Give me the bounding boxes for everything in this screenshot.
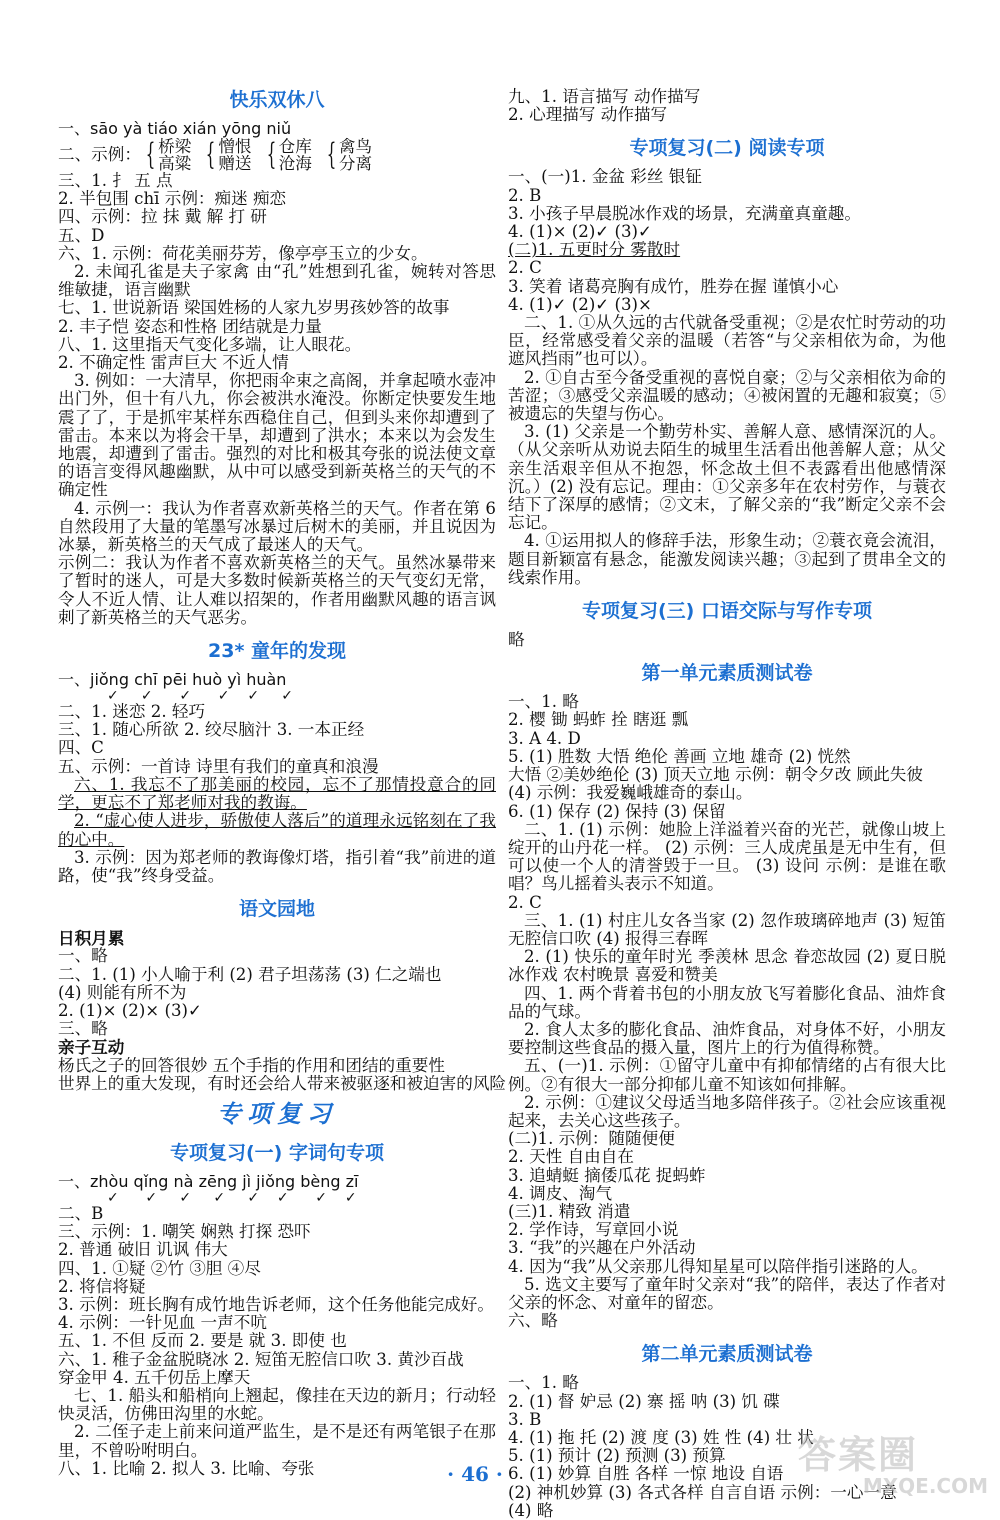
page-number: · 46 · bbox=[447, 1462, 503, 1486]
answer-line: 2. 学作诗，写章回小说 bbox=[508, 1220, 679, 1240]
answer-line: 八、1. 比喻 2. 拟人 3. 比喻、夸张 bbox=[58, 1458, 315, 1478]
word-pair bbox=[201, 138, 251, 172]
answer-paragraph: 2. ①自古至今备受重视的喜悦自豪；②与父亲相依为命的苦涩；③感受父亲温暖的感动；④被闲置的无趣和寂寞；⑤被遗忘的失望与伤心。 bbox=[508, 367, 946, 424]
answer-paragraph: 二、1. ①从久远的古代就备受重视；②是农忙时劳动的功臣，经常感受着父亲的温暖（若答“与父亲相依为命，为他遮风挡雨”也可以）。 bbox=[508, 313, 946, 369]
answer-line: 2. 不确定性 雷声巨大 不近人情 bbox=[58, 353, 289, 373]
answer-line: 一、1. 略 bbox=[508, 1373, 579, 1393]
answer-line: 3. B bbox=[508, 1409, 542, 1429]
word: 高粱 bbox=[158, 154, 192, 173]
word: 赠送 bbox=[218, 154, 252, 173]
answer-paragraph: 2. 未闻孔雀是夫子家禽 由“孔”姓想到孔雀，婉转对答思维敏捷，语言幽默 bbox=[58, 262, 496, 300]
answer-line: (4) 略 bbox=[508, 1500, 554, 1520]
answer-label: 二、示例： bbox=[58, 144, 141, 164]
left-column bbox=[58, 76, 507, 1478]
answer-line: 三、略 bbox=[58, 1019, 108, 1039]
answer-line: 4. 示例：一针见血 一声不吭 bbox=[58, 1313, 267, 1333]
answer-line: 世界上的重大发现，有时还会给人带来被驱逐和被迫害的风险 bbox=[58, 1073, 507, 1093]
answer-line: 2. (1)× (2)× (3)✓ bbox=[58, 1000, 202, 1020]
answer-line: 杨氏之子的回答很妙 五个手指的作用和团结的重要性 bbox=[58, 1055, 445, 1075]
section-heading: 专项复习(一) 字词句专项 bbox=[170, 1141, 384, 1164]
answer-paragraph: 七、1. 船头和船梢向上翘起，像挂在天边的新月；行动轻快灵活，仿佛田沟里的水蛇。 bbox=[58, 1385, 496, 1424]
answer-paragraph: 4. ①运用拟人的修辞手法，形象生动；②蓑衣竟会流泪，题目新颖富有悬念，能激发阅读兴趣；③起到了贯串全文的线索作用。 bbox=[508, 531, 946, 587]
answer-line: 2. B bbox=[508, 185, 542, 205]
answer-line: 四、C bbox=[58, 738, 104, 758]
watermark bbox=[798, 1435, 988, 1505]
answer-line-underlined: (二)1. 五更时分 雾散时 bbox=[508, 240, 681, 260]
answer-line: 3. 小孩子早晨脱冰作戏的场景，充满童真童趣。 bbox=[508, 203, 861, 223]
word: 憎恨 bbox=[218, 137, 252, 156]
answer-line: 六、1. 示例：荷花美丽芬芳，像亭亭玉立的少女。 bbox=[58, 243, 428, 263]
answer-line: 七、1. 世说新语 梁国姓杨的人家九岁男孩妙答的故事 bbox=[58, 298, 450, 318]
answer-line: 2. 樱 锄 蚂蚱 拴 瞎逛 瓢 bbox=[508, 710, 689, 730]
answer-line: 4. (1) 拖 托 (2) 渡 度 (3) 姓 性 (4) 壮 状 bbox=[508, 1428, 814, 1447]
word: 沧海 bbox=[278, 154, 312, 173]
answer-paragraph: 2. 二侄子走上前来问道严监生，是不是还有两笔银子在那里，不曾吩咐明白。 bbox=[58, 1422, 496, 1460]
answer-line: (二)1. 示例：随随便便 bbox=[508, 1129, 675, 1149]
answer-line: 3. “我”的兴趣在户外活动 bbox=[508, 1238, 696, 1258]
answer-paragraph: 3. 示例：因为郑老师的教诲像灯塔，指引着“我”前进的道路，使“我”终身受益。 bbox=[58, 847, 496, 885]
answer-line: 2. 将信将疑 bbox=[58, 1276, 146, 1296]
answer-line: 八、1. 这里指天气变化多端，让人眼花。 bbox=[58, 334, 362, 354]
subsection-heading: 日积月累 bbox=[58, 928, 125, 949]
answer-line: 6. (1) 妙算 自胜 各样 一惊 地设 自语 bbox=[508, 1464, 784, 1484]
word-pair bbox=[322, 138, 372, 172]
brace-icon: { bbox=[326, 137, 337, 172]
section-heading: 专项复习(三) 口语交际与写作专项 bbox=[582, 600, 872, 623]
section-banner: 专项复习 bbox=[217, 1098, 337, 1128]
answer-line: 4. 因为“我”从父亲那儿得知星星可以陪伴指引迷路的人。 bbox=[508, 1256, 928, 1276]
answer-line: 九、1. 语言描写 动作描写 bbox=[508, 87, 701, 106]
answer-line: 二、B bbox=[58, 1203, 104, 1223]
answer-line: 五、示例：一首诗 诗里有我们的童真和浪漫 bbox=[58, 756, 379, 776]
answer-line: 略 bbox=[508, 630, 525, 650]
answer-line: 四、1. ①疑 ②竹 ③胆 ④尽 bbox=[58, 1258, 261, 1278]
answer-line: (4) 示例：我爱巍峨雄奇的泰山。 bbox=[508, 783, 753, 803]
answer-line: 3. 追蜻蜓 摘倭瓜花 捉蚂蚱 bbox=[508, 1165, 706, 1185]
answer-paragraph: 三、1. (1) 村庄儿女各当家 (2) 忽作玻璃碎地声 (3) 短笛无腔信口吹 (4) 报得三春晖 bbox=[508, 910, 946, 948]
pinyin-line: 一、sāo yà tiáo xián yōng niǔ bbox=[58, 119, 292, 138]
brace-icon: { bbox=[145, 137, 156, 172]
answer-line: 2. 普通 破旧 讥讽 伟大 bbox=[58, 1240, 228, 1260]
section-heading: 语文园地 bbox=[238, 898, 315, 921]
answer-line: 大悟 ②美妙绝伦 (3) 顶天立地 示例：朝令夕改 顾此失彼 bbox=[508, 765, 923, 785]
answer-paragraph-underlined: 六、1. 我忘不了那美丽的校园，忘不了那情投意合的同学，更忘不了郑老师对我的教诲。 bbox=[58, 774, 496, 813]
answer-line: 3. 笑着 诸葛亮胸有成竹，胜券在握 谨慎小心 bbox=[508, 276, 839, 296]
pinyin-line: 一、jiǒng chī pēi huò yì huàn bbox=[58, 670, 287, 690]
right-column bbox=[508, 88, 946, 1520]
word-pair bbox=[141, 138, 191, 172]
section-heading: 第一单元素质测试卷 bbox=[641, 662, 813, 685]
answer-line: 二、1. 迷恋 2. 轻巧 bbox=[58, 702, 206, 722]
watermark-logo-text: 答案圈 bbox=[798, 1433, 919, 1477]
answer-line: 2. C bbox=[508, 892, 542, 912]
answer-line: 四、示例：拉 抹 戴 解 打 研 bbox=[58, 207, 267, 227]
answer-paragraph: 4. 示例一：我认为作者喜欢新英格兰的天气。作者在第 6 自然段用了大量的笔墨写冰暴过后树木的美丽，并且说因为冰暴，新英格兰的天气成了最迷人的天气。 bbox=[58, 498, 496, 555]
answer-paragraph: 2. (1) 快乐的童年时光 季羡林 思念 眷恋故园 (2) 夏日脱冰作戏 农村晚景 喜爱和赞美 bbox=[508, 947, 946, 985]
section-heading: 第二单元素质测试卷 bbox=[641, 1343, 813, 1366]
answer-paragraph: 四、1. 两个背着书包的小朋友放飞写着膨化食品、油炸食品的气球。 bbox=[508, 983, 946, 1021]
answer-line: 六、略 bbox=[508, 1311, 558, 1331]
check-marks: ✓ ✓ ✓ ✓ ✓ ✓ bbox=[58, 688, 294, 705]
answer-paragraph: 3. 例如：一大清早，你把雨伞束之高阁，并拿起喷水壶冲出门外，但十有八九，你会被洪水淹没。你断定快要发生地震了了，于是抓牢某样东西稳住自己，但到头来你却遭到了雷击。本来以为将会干旱，却遭到了洪水；本来以为会发生地震，却遭到了雷击。强烈的对比和极其夸张的说法使文章的语言变得风趣幽默，从中可以感受到新英格兰的天气的不确定性 bbox=[58, 371, 496, 500]
pinyin-line: 一、zhòu qǐng nà zēng jì jiǒng bèng zī bbox=[58, 1171, 359, 1191]
answer-line: 穿金甲 4. 五千仞岳上摩天 bbox=[58, 1367, 251, 1387]
answer-line: 3. 示例：班长胸有成竹地告诉老师，这个任务他能完成好。 bbox=[58, 1294, 494, 1314]
answer-line: 4. 调皮、淘气 bbox=[508, 1183, 613, 1203]
answer-paragraph: 2. 食人太多的膨化食品、油炸食品，对身体不好，小朋友要控制这些食品的摄入量，图片上的行为值得称赞。 bbox=[508, 1019, 946, 1058]
answer-line: 5. (1) 预计 (2) 预测 (3) 预算 bbox=[508, 1446, 726, 1466]
answer-paragraph-underlined: 2. “虚心使人进步，骄傲使人落后”的道理永远铭刻在了我的心中。 bbox=[58, 811, 496, 849]
answer-line: (三)1. 精致 消遣 bbox=[508, 1201, 631, 1221]
answer-line: 3. A 4. D bbox=[508, 728, 581, 748]
answer-paragraph: 3. (1) 父亲是一个勤劳朴实、善解人意、感情深沉的人。（从父亲听从劝说去陌生的城里生活看出他善解人意；从父亲生活艰辛但从不抱怨，怀念故土但不表露看出他感情深沉。）(2) 没有忘记。理由：①父亲多年在农村劳作，与蓑衣结下了深厚的感情；②文末，了解父亲的“我”断定父亲不会忘记。 bbox=[508, 422, 946, 533]
answer-line: 二、1. (1) 小人喻于利 (2) 君子坦荡荡 (3) 仁之端也 bbox=[58, 964, 442, 984]
watermark-url: MXQE.COM bbox=[862, 1474, 988, 1498]
answer-paragraph: 五、(一)1. 示例：①留守儿童中有抑郁情绪的占有很大比例。②有很大一部分抑郁儿童不知该如何排解。 bbox=[508, 1056, 946, 1094]
word: 禽鸟 bbox=[338, 137, 373, 156]
answer-line: (4) 则能有所不为 bbox=[58, 982, 187, 1002]
answer-bracket-group bbox=[58, 138, 496, 172]
word: 仓库 bbox=[278, 137, 312, 156]
answer-line: 三、示例：1. 嘲笑 娴熟 打探 恐吓 bbox=[58, 1222, 311, 1242]
answer-line: 五、D bbox=[58, 225, 105, 245]
word: 桥梁 bbox=[158, 137, 192, 156]
answer-line: 4. (1)× (2)✓ (3)✓ bbox=[508, 222, 652, 242]
answer-line: 五、1. 不但 反而 2. 要是 就 3. 即使 也 bbox=[58, 1331, 347, 1351]
answer-line: 2. 心理描写 动作描写 bbox=[508, 105, 668, 125]
answer-line: (2) 神机妙算 (3) 各式各样 自言自语 示例：一心一意 bbox=[508, 1482, 897, 1502]
word: 分离 bbox=[338, 154, 373, 173]
answer-line: 六、1. 稚子金盆脱晓冰 2. 短笛无腔信口吹 3. 黄沙百战 bbox=[58, 1349, 464, 1369]
answer-line: 4. (1)✓ (2)✓ (3)× bbox=[508, 294, 652, 314]
answer-line: 6. (1) 保存 (2) 保持 (3) 保留 bbox=[508, 801, 726, 821]
answer-paragraph: 2. 示例：①建议父母适当地多陪伴孩子。②社会应该重视起来，去关心这些孩子。 bbox=[508, 1092, 946, 1130]
answer-line: 一、略 bbox=[58, 946, 108, 966]
section-heading: 23* 童年的发现 bbox=[208, 640, 346, 663]
brace-icon: { bbox=[266, 137, 276, 172]
answer-line: 2. C bbox=[508, 258, 542, 278]
answer-line: 2. 丰子恺 姿态和性格 团结就是力量 bbox=[58, 316, 322, 336]
answer-paragraph: 5. 选文主要写了童年时父亲对“我”的陪伴，表达了作者对父亲的怀念、对童年的留恋。 bbox=[508, 1274, 946, 1312]
answer-line: 一、(一)1. 金盆 彩丝 银钲 bbox=[508, 167, 702, 187]
check-marks: ✓ ✓ ✓ ✓ ✓ ✓ ✓ ✓ bbox=[58, 1189, 357, 1206]
subsection-heading: 亲子互动 bbox=[58, 1037, 125, 1058]
answer-line: 2. 半包围 chī 示例：痴迷 痴恋 bbox=[58, 189, 287, 209]
answer-line: 一、1. 略 bbox=[508, 692, 579, 712]
section-heading: 专项复习(二) 阅读专项 bbox=[629, 137, 825, 160]
section-heading: 快乐双休八 bbox=[229, 89, 325, 111]
answer-paragraph: 示例二：我认为作者不喜欢新英格兰的天气。虽然冰暴带来了暂时的迷人，可是大多数时候新英格兰的天气变幻无常，令人不近人情、让人难以招架的，作者用幽默风趣的语言讽刺了新英格兰的天气恶劣。 bbox=[58, 553, 496, 627]
answer-line: 2. 天性 自由自在 bbox=[508, 1147, 634, 1167]
answer-line: 5. (1) 胜数 大悟 绝伦 善画 立地 雄奇 (2) 恍然 bbox=[508, 746, 851, 766]
answer-line: 三、1. 扌 五 点 bbox=[58, 171, 173, 190]
answer-paragraph: 二、1. (1) 示例：她脸上洋溢着兴奋的光芒，就像山坡上绽开的山丹花一样。 (2) 示例：三人成虎虽是无中生有，但可以使一个人的清誉毁于一旦。 (3) 设问 示例：是谁在歌唱？鸟儿摇着头表示不知道。 bbox=[508, 819, 946, 894]
answer-line: 三、1. 随心所欲 2. 绞尽脑汁 3. 一本正经 bbox=[58, 720, 365, 740]
brace-icon: { bbox=[206, 137, 216, 172]
word-pair bbox=[262, 138, 312, 172]
answer-line: 2. (1) 督 妒忌 (2) 寨 摇 呐 (3) 饥 碟 bbox=[508, 1391, 780, 1411]
